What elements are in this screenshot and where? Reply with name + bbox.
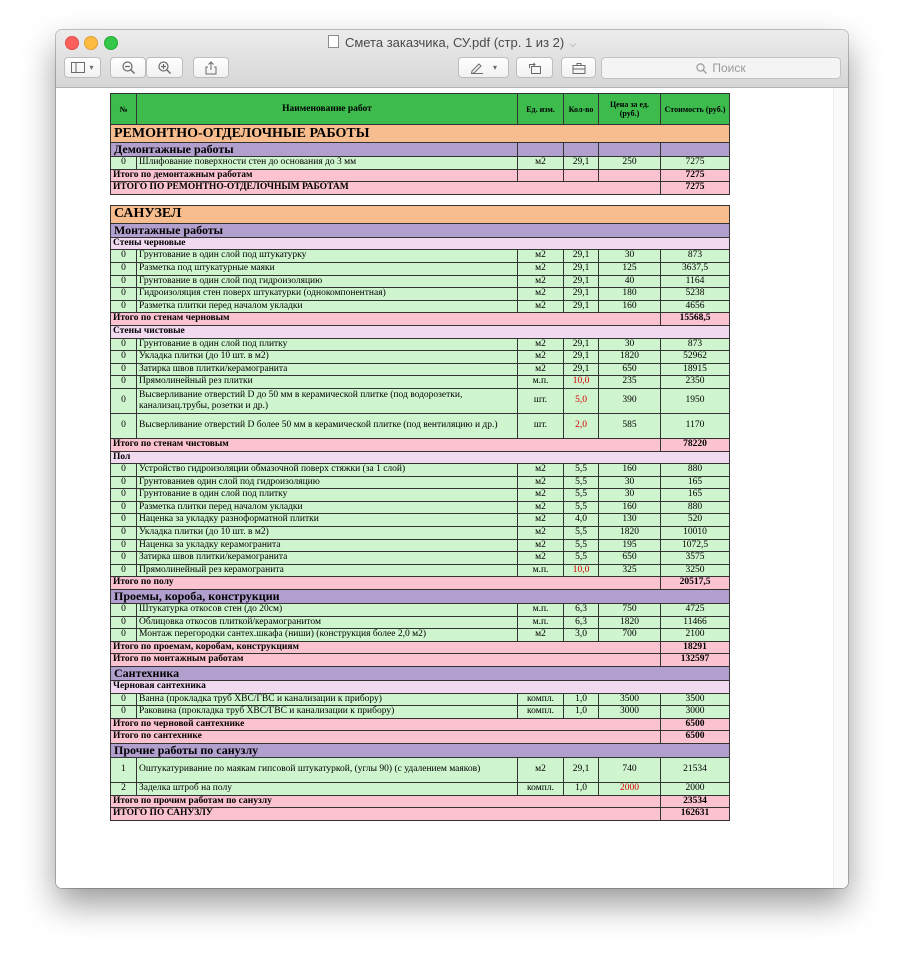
table-row	[111, 376, 730, 389]
unit-price: 30	[599, 489, 661, 502]
cost: 2350	[661, 376, 730, 389]
total-value: 162631	[661, 808, 730, 821]
sidebar-toggle-button[interactable]	[64, 57, 101, 78]
zoom-out-button[interactable]	[110, 57, 146, 78]
window-title-text: Смета заказчика, СУ.pdf (стр. 1 из 2)	[344, 35, 565, 50]
unit: м.п.	[518, 376, 564, 389]
unit: м2	[518, 757, 564, 782]
subsection-title-row	[111, 743, 730, 757]
group-title: Стены чистовые	[111, 325, 730, 338]
total-label: Итого по черновой сантехнике	[111, 718, 661, 731]
total-row	[111, 169, 730, 182]
document-view[interactable]	[56, 88, 848, 888]
total-value: 15568,5	[661, 313, 730, 326]
total-value: 7275	[661, 169, 730, 182]
row-number: 0	[111, 363, 137, 376]
share-button[interactable]	[193, 57, 229, 78]
work-name: Шлифование поверхности стен до основания до 3 мм	[137, 157, 518, 170]
scroll-area[interactable]	[833, 88, 848, 888]
quantity: 5,0	[564, 388, 599, 413]
row-number: 0	[111, 300, 137, 313]
row-number: 0	[111, 288, 137, 301]
row-number: 0	[111, 616, 137, 629]
total-label: Итого по стенам черновым	[111, 313, 661, 326]
subsection-title: Прочие работы по санузлу	[111, 743, 730, 757]
zoom-out-icon	[122, 61, 135, 74]
cost: 5238	[661, 288, 730, 301]
table-cell	[661, 143, 730, 157]
unit-price: 740	[599, 757, 661, 782]
row-number: 0	[111, 514, 137, 527]
row-number: 0	[111, 376, 137, 389]
cost: 873	[661, 338, 730, 351]
unit: м2	[518, 351, 564, 364]
total-label: Итого по стенам чистовым	[111, 438, 661, 451]
quantity: 5,5	[564, 552, 599, 565]
unit-price: 250	[599, 157, 661, 170]
row-number: 0	[111, 706, 137, 719]
total-row	[111, 731, 730, 744]
quantity: 29,1	[564, 250, 599, 263]
total-row	[111, 808, 730, 821]
unit-price: 650	[599, 363, 661, 376]
unit: м2	[518, 275, 564, 288]
cost: 52962	[661, 351, 730, 364]
cost: 18915	[661, 363, 730, 376]
unit-price: 235	[599, 376, 661, 389]
table-row	[111, 616, 730, 629]
row-number: 0	[111, 250, 137, 263]
chevron-down-icon: ▾	[89, 63, 94, 72]
quantity: 5,5	[564, 476, 599, 489]
table-row	[111, 476, 730, 489]
unit-price: 160	[599, 300, 661, 313]
row-number: 0	[111, 564, 137, 577]
unit-price: 1820	[599, 616, 661, 629]
row-number: 2	[111, 782, 137, 795]
work-name: Облицовка откосов плиткой/керамогранитом	[137, 616, 518, 629]
unit: м.п.	[518, 604, 564, 617]
table-row	[111, 464, 730, 477]
row-number: 0	[111, 351, 137, 364]
row-number: 0	[111, 413, 137, 438]
title-bar	[56, 30, 848, 88]
unit-price: 750	[599, 604, 661, 617]
unit: м2	[518, 489, 564, 502]
row-number: 0	[111, 693, 137, 706]
table-row	[111, 262, 730, 275]
cost: 1950	[661, 388, 730, 413]
header-cost: Стоимость (руб.)	[661, 94, 730, 125]
preview-window	[56, 30, 848, 888]
cost: 880	[661, 464, 730, 477]
unit: компл.	[518, 782, 564, 795]
subsection-title-row	[111, 667, 730, 681]
table-cell	[564, 143, 599, 157]
total-row	[111, 438, 730, 451]
unit-price: 160	[599, 464, 661, 477]
total-value: 18291	[661, 641, 730, 654]
search-placeholder: Поиск	[712, 61, 746, 75]
row-number: 0	[111, 501, 137, 514]
quantity: 29,1	[564, 351, 599, 364]
total-value: 7275	[661, 182, 730, 195]
unit: м2	[518, 250, 564, 263]
quantity: 1,0	[564, 782, 599, 795]
cost: 3637,5	[661, 262, 730, 275]
work-name: Высверливание отверстий D более 50 мм в керамической плитке (под вентиляцию и др.)	[137, 413, 518, 438]
work-name: Грунтование в один слой под плитку	[137, 338, 518, 351]
cost: 2000	[661, 782, 730, 795]
quantity: 10,0	[564, 376, 599, 389]
table-cell	[599, 169, 661, 182]
unit: м2	[518, 288, 564, 301]
table-cell	[518, 169, 564, 182]
work-name: Грунтование в один слой под гидроизоляцию	[137, 275, 518, 288]
quantity: 29,1	[564, 338, 599, 351]
subsection-title: Демонтажные работы	[111, 143, 518, 157]
unit-price: 40	[599, 275, 661, 288]
total-value: 20517,5	[661, 577, 730, 590]
table-row	[111, 338, 730, 351]
work-name: Наценка за укладку керамогранита	[137, 539, 518, 552]
table-cell	[518, 143, 564, 157]
quantity: 29,1	[564, 262, 599, 275]
quantity: 1,0	[564, 693, 599, 706]
total-value: 78220	[661, 438, 730, 451]
total-value: 132597	[661, 654, 730, 667]
cost: 1170	[661, 413, 730, 438]
table-row	[111, 157, 730, 170]
rotate-button[interactable]	[516, 57, 553, 78]
table-row	[111, 564, 730, 577]
work-name: Укладка плитки (до 10 шт. в м2)	[137, 527, 518, 540]
unit-price: 30	[599, 338, 661, 351]
table-row	[111, 275, 730, 288]
cost: 7275	[661, 157, 730, 170]
window-title[interactable]	[56, 35, 848, 50]
pdf-document-icon	[328, 35, 339, 48]
row-number: 0	[111, 539, 137, 552]
cost: 3500	[661, 693, 730, 706]
quantity: 29,1	[564, 157, 599, 170]
unit: м.п.	[518, 564, 564, 577]
subsection-title: Монтажные работы	[111, 223, 730, 237]
table-row	[111, 351, 730, 364]
work-name: Ванна (прокладка труб ХВС/ГВС и канализации к прибору)	[137, 693, 518, 706]
work-name: Устройство гидроизоляции обмазочной поверх стяжки (за 1 слой)	[137, 464, 518, 477]
unit: компл.	[518, 706, 564, 719]
unit-price: 160	[599, 501, 661, 514]
quantity: 29,1	[564, 757, 599, 782]
total-row	[111, 795, 730, 808]
row-number: 0	[111, 262, 137, 275]
unit: м2	[518, 464, 564, 477]
quantity: 5,5	[564, 464, 599, 477]
unit: м2	[518, 363, 564, 376]
cost: 165	[661, 476, 730, 489]
table-row	[111, 288, 730, 301]
work-name: Прямолинейный рез керамогранита	[137, 564, 518, 577]
work-name: Затирка швов плитки/керамогранита	[137, 552, 518, 565]
table-row	[111, 706, 730, 719]
work-name: Разметка под штукатурные маяки	[137, 262, 518, 275]
quantity: 2,0	[564, 413, 599, 438]
work-name: Укладка плитки (до 10 шт. в м2)	[137, 351, 518, 364]
table-row	[111, 514, 730, 527]
quantity: 5,5	[564, 527, 599, 540]
cost: 520	[661, 514, 730, 527]
estimate-table	[110, 93, 730, 821]
cost: 2100	[661, 629, 730, 642]
total-row	[111, 182, 730, 195]
section-title-row	[111, 125, 730, 143]
total-label: Итого по демонтажным работам	[111, 169, 518, 182]
group-title: Стены черновые	[111, 237, 730, 250]
table-header	[111, 94, 730, 125]
table-row	[111, 363, 730, 376]
unit-price: 3000	[599, 706, 661, 719]
work-name: Грунтование в один слой под штукатурку	[137, 250, 518, 263]
quantity: 10,0	[564, 564, 599, 577]
unit-price: 650	[599, 552, 661, 565]
total-label: Итого по полу	[111, 577, 661, 590]
row-number: 0	[111, 157, 137, 170]
unit: м2	[518, 338, 564, 351]
quantity: 1,0	[564, 706, 599, 719]
quantity: 29,1	[564, 275, 599, 288]
rotate-icon	[528, 61, 542, 74]
unit: шт.	[518, 413, 564, 438]
work-name: Разметка плитки перед началом укладки	[137, 300, 518, 313]
cost: 880	[661, 501, 730, 514]
work-name: Гидроизоляция стен поверх штукатурки (однокомпонентная)	[137, 288, 518, 301]
unit-price: 585	[599, 413, 661, 438]
unit-price: 180	[599, 288, 661, 301]
markup-toolbar-button[interactable]	[458, 57, 509, 78]
unit: шт.	[518, 388, 564, 413]
group-title-row	[111, 681, 730, 694]
unit: м2	[518, 300, 564, 313]
group-title-row	[111, 325, 730, 338]
unit: м2	[518, 539, 564, 552]
unit-price: 3500	[599, 693, 661, 706]
row-number: 0	[111, 527, 137, 540]
work-name: Разметка плитки перед началом укладки	[137, 501, 518, 514]
unit-price: 390	[599, 388, 661, 413]
unit: м2	[518, 476, 564, 489]
cost: 3575	[661, 552, 730, 565]
total-label: Итого по прочим работам по санузлу	[111, 795, 661, 808]
table-row	[111, 782, 730, 795]
section-title: САНУЗЕЛ	[111, 205, 730, 223]
unit: м2	[518, 262, 564, 275]
subsection-title-row	[111, 590, 730, 604]
section-title: РЕМОНТНО-ОТДЕЛОЧНЫЕ РАБОТЫ	[111, 125, 730, 143]
unit: м2	[518, 501, 564, 514]
row-number: 0	[111, 275, 137, 288]
row-number: 0	[111, 338, 137, 351]
quantity: 6,3	[564, 616, 599, 629]
subsection-title: Проемы, короба, конструкции	[111, 590, 730, 604]
group-title-row	[111, 451, 730, 464]
unit-price: 195	[599, 539, 661, 552]
work-name: Монтаж перегородки сантех.шкафа (ниши) (конструкция более 2,0 м2)	[137, 629, 518, 642]
table-row	[111, 604, 730, 617]
cost: 873	[661, 250, 730, 263]
subsection-title-row	[111, 143, 730, 157]
unit-price: 2000	[599, 782, 661, 795]
spacer	[111, 194, 730, 205]
total-row	[111, 577, 730, 590]
table-row	[111, 757, 730, 782]
work-name: Высверливание отверстий D до 50 мм в керамической плитке (под водорозетки, канализац.трубы, розетки и др.)	[137, 388, 518, 413]
table-row	[111, 489, 730, 502]
work-name: Заделка штроб на полу	[137, 782, 518, 795]
table-row	[111, 552, 730, 565]
unit-price: 700	[599, 629, 661, 642]
header-unit: Ед. изм.	[518, 94, 564, 125]
unit: м2	[518, 629, 564, 642]
quantity: 5,5	[564, 539, 599, 552]
total-value: 23534	[661, 795, 730, 808]
row-number: 0	[111, 489, 137, 502]
group-title-row	[111, 237, 730, 250]
unit: м2	[518, 527, 564, 540]
header-price: Цена за ед. (руб.)	[599, 94, 661, 125]
unit: м2	[518, 552, 564, 565]
work-name: Оштукатуривание по маякам гипсовой штукатуркой, (углы 90) (с удалением маяков)	[137, 757, 518, 782]
subsection-title-row	[111, 223, 730, 237]
quantity: 4,0	[564, 514, 599, 527]
unit: м2	[518, 157, 564, 170]
unit-price: 1820	[599, 351, 661, 364]
total-label: Итого по проемам, коробам, конструкциям	[111, 641, 661, 654]
unit: м.п.	[518, 616, 564, 629]
total-value: 6500	[661, 718, 730, 731]
work-name: Прямолинейный рез плитки	[137, 376, 518, 389]
cost: 11466	[661, 616, 730, 629]
unit-price: 30	[599, 250, 661, 263]
work-name: Наценка за укладку разноформатной плитки	[137, 514, 518, 527]
quantity: 29,1	[564, 288, 599, 301]
row-number: 0	[111, 629, 137, 642]
zoom-in-button[interactable]	[146, 57, 183, 78]
header-qty: Кол-во	[564, 94, 599, 125]
table-row	[111, 527, 730, 540]
table-cell	[599, 143, 661, 157]
work-name: Раковина (прокладка труб ХВС/ГВС и канализации к прибору)	[137, 706, 518, 719]
row-number: 0	[111, 464, 137, 477]
header-name: Наименование работ	[137, 94, 518, 125]
quantity: 5,5	[564, 501, 599, 514]
chevron-down-icon: ▾	[492, 63, 497, 72]
table-row	[111, 501, 730, 514]
total-label: Итого по монтажным работам	[111, 654, 661, 667]
unit-price: 30	[599, 476, 661, 489]
cost: 4725	[661, 604, 730, 617]
cost: 3000	[661, 706, 730, 719]
table-cell	[564, 169, 599, 182]
markup-toolbox-button[interactable]	[561, 57, 596, 78]
section-title-row	[111, 205, 730, 223]
total-row	[111, 654, 730, 667]
total-label: ИТОГО ПО САНУЗЛУ	[111, 808, 661, 821]
table-row	[111, 250, 730, 263]
quantity: 3,0	[564, 629, 599, 642]
share-icon	[205, 61, 217, 75]
work-name: Грунтование в один слой под плитку	[137, 489, 518, 502]
quantity: 29,1	[564, 300, 599, 313]
cost: 1072,5	[661, 539, 730, 552]
sidebar-icon	[71, 62, 85, 73]
row-number: 0	[111, 552, 137, 565]
spacer-row	[111, 194, 730, 205]
total-value: 6500	[661, 731, 730, 744]
cost: 3250	[661, 564, 730, 577]
cost: 4656	[661, 300, 730, 313]
row-number: 0	[111, 476, 137, 489]
toolbox-icon	[572, 62, 586, 74]
table-row	[111, 388, 730, 413]
search-field[interactable]	[601, 57, 841, 79]
cost: 1164	[661, 275, 730, 288]
unit: компл.	[518, 693, 564, 706]
unit-price: 130	[599, 514, 661, 527]
quantity: 5,5	[564, 489, 599, 502]
group-title: Пол	[111, 451, 730, 464]
total-label: Итого по сантехнике	[111, 731, 661, 744]
zoom-in-icon	[158, 61, 171, 74]
work-name: Штукатурка откосов стен (до 20см)	[137, 604, 518, 617]
chevron-down-icon: ⌵	[569, 39, 577, 49]
search-icon	[696, 63, 707, 74]
cost: 21534	[661, 757, 730, 782]
total-row	[111, 641, 730, 654]
table-row	[111, 693, 730, 706]
unit-price: 125	[599, 262, 661, 275]
table-row	[111, 300, 730, 313]
subsection-title: Сантехника	[111, 667, 730, 681]
quantity: 6,3	[564, 604, 599, 617]
row-number: 0	[111, 604, 137, 617]
table-row	[111, 629, 730, 642]
row-number: 1	[111, 757, 137, 782]
total-row	[111, 718, 730, 731]
unit-price: 1820	[599, 527, 661, 540]
work-name: Затирка швов плитки/керамогранита	[137, 363, 518, 376]
row-number: 0	[111, 388, 137, 413]
total-row	[111, 313, 730, 326]
header-num: №	[111, 94, 137, 125]
cost: 165	[661, 489, 730, 502]
table-row	[111, 539, 730, 552]
pen-icon	[470, 62, 484, 74]
quantity: 29,1	[564, 363, 599, 376]
work-name: Грунтованиев один слой под гидроизоляцию	[137, 476, 518, 489]
total-label: ИТОГО ПО РЕМОНТНО-ОТДЕЛОЧНЫМ РАБОТАМ	[111, 182, 661, 195]
group-title: Черновая сантехника	[111, 681, 730, 694]
unit: м2	[518, 514, 564, 527]
cost: 10010	[661, 527, 730, 540]
table-row	[111, 413, 730, 438]
unit-price: 325	[599, 564, 661, 577]
